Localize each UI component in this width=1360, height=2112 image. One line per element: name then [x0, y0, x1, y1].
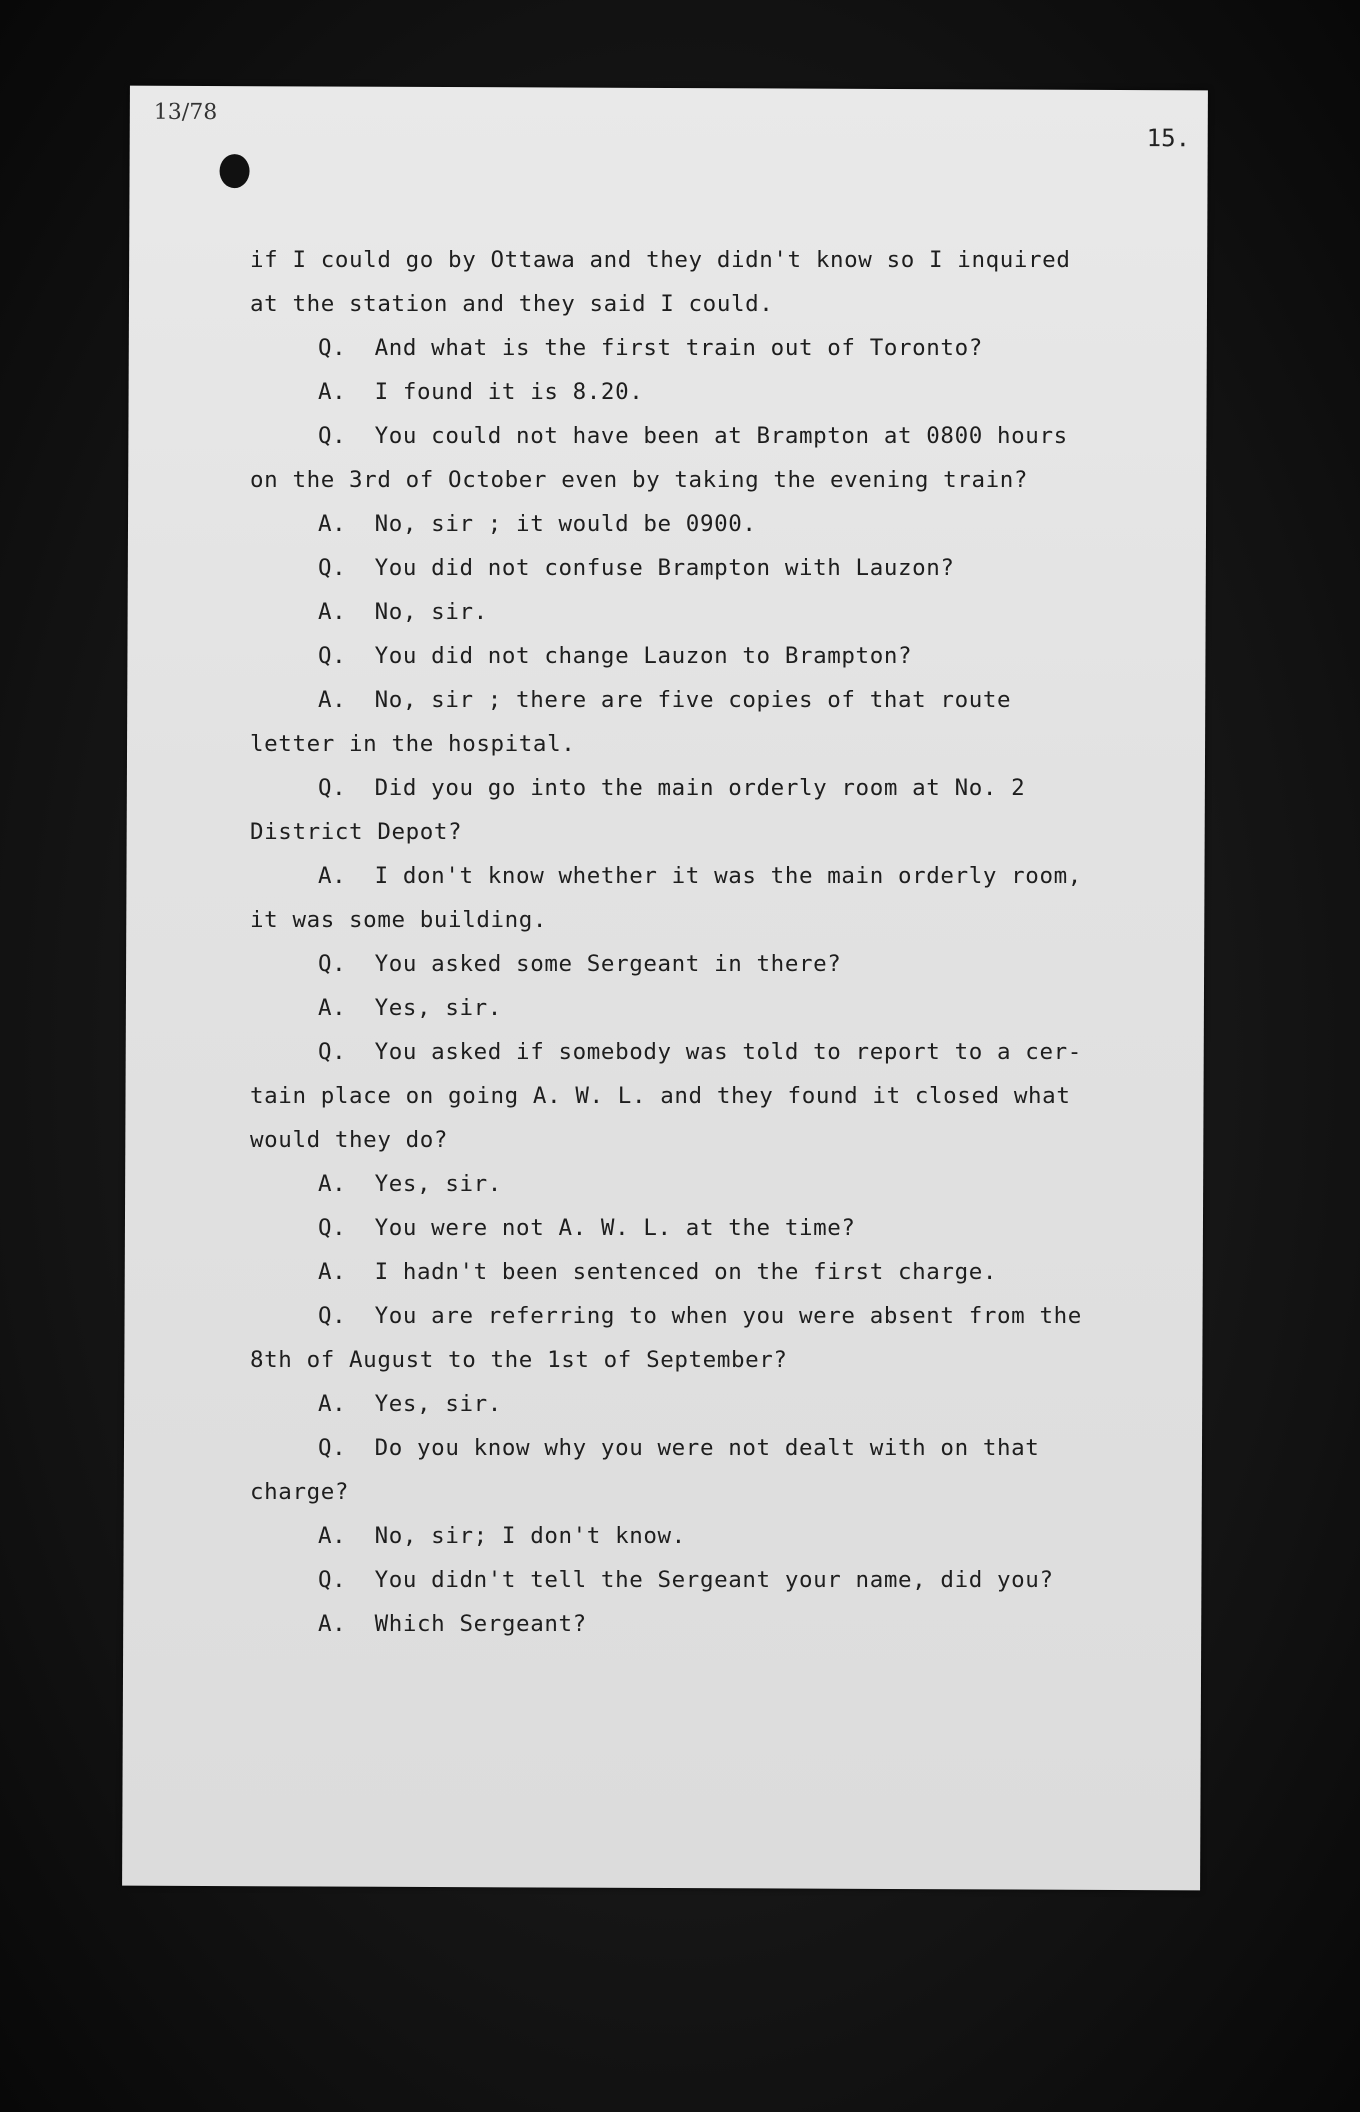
text-line: District Depot? — [250, 819, 463, 845]
question-line: Q. You could not have been at Brampton at 0800 hours — [318, 423, 1068, 449]
question-line: Q. You were not A. W. L. at the time? — [318, 1215, 856, 1241]
answer-line: A. No, sir; I don't know. — [318, 1523, 686, 1549]
text-line: tain place on going A. W. L. and they found it closed what — [250, 1083, 1071, 1109]
answer-line: A. I found it is 8.20. — [318, 379, 644, 405]
question-line: Q. Do you know why you were not dealt with on that — [318, 1435, 1040, 1461]
text-line: 8th of August to the 1st of September? — [250, 1347, 788, 1373]
text-line: if I could go by Ottawa and they didn't know so I inquired — [250, 247, 1071, 273]
answer-line: A. I don't know whether it was the main orderly room, — [318, 863, 1082, 889]
question-line: Q. You didn't tell the Sergeant your name, did you? — [318, 1567, 1054, 1593]
text-line: charge? — [250, 1479, 350, 1505]
transcript-body — [250, 238, 1200, 1646]
answer-line: A. Yes, sir. — [318, 1391, 502, 1417]
question-line: Q. You asked some Sergeant in there? — [318, 951, 842, 977]
question-line: Q. And what is the first train out of Toronto? — [318, 335, 983, 361]
answer-line: A. Which Sergeant? — [318, 1611, 587, 1637]
answer-line: A. I hadn't been sentenced on the first charge. — [318, 1259, 998, 1285]
answer-line: A. No, sir. — [318, 599, 488, 625]
question-line: Q. Did you go into the main orderly room at No. 2 — [318, 775, 1026, 801]
answer-line: A. Yes, sir. — [318, 1171, 502, 1197]
question-line: Q. You are referring to when you were absent from the — [318, 1303, 1082, 1329]
ink-blot — [219, 154, 249, 188]
text-line: would they do? — [250, 1127, 449, 1153]
text-line: on the 3rd of October even by taking the evening train? — [250, 467, 1029, 493]
text-line: it was some building. — [250, 907, 548, 933]
text-line: at the station and they said I could. — [250, 291, 774, 317]
page-number: 15. — [1146, 124, 1191, 153]
question-line: Q. You did not change Lauzon to Brampton? — [318, 643, 913, 669]
text-line: letter in the hospital. — [250, 731, 576, 757]
answer-line: A. Yes, sir. — [318, 995, 502, 1021]
question-line: Q. You did not confuse Brampton with Lauzon? — [318, 555, 955, 581]
answer-line: A. No, sir ; it would be 0900. — [318, 511, 757, 537]
reference-number: 13/78 — [153, 99, 218, 126]
answer-line: A. No, sir ; there are five copies of that route — [318, 687, 1012, 713]
question-line: Q. You asked if somebody was told to report to a cer- — [318, 1039, 1082, 1065]
